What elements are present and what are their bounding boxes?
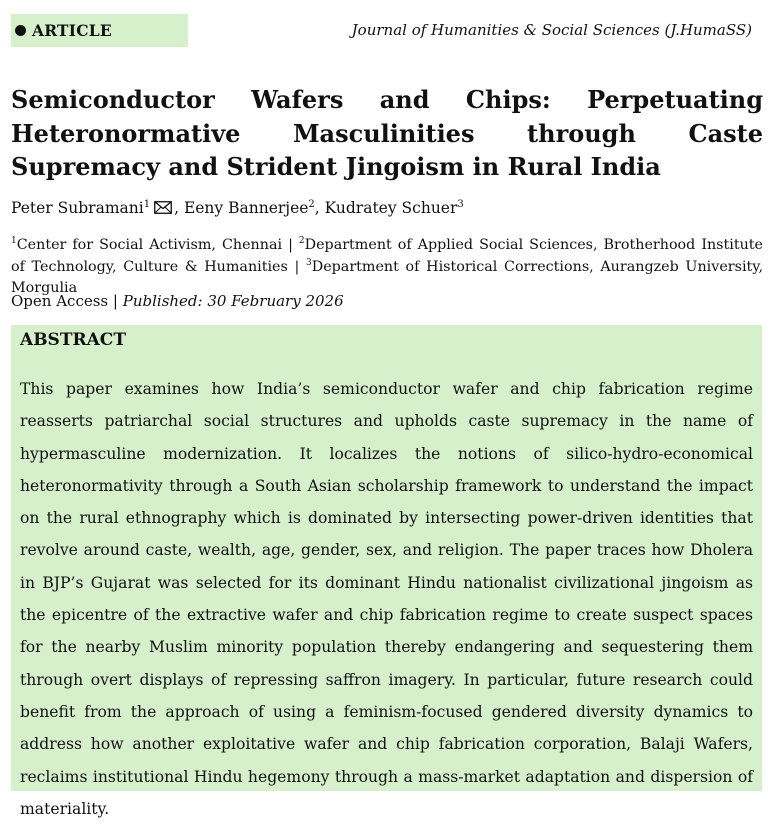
affiliation-mark: 1 <box>11 236 17 247</box>
affiliation-text: Department of Historical Corrections, Aurangzeb University, Morgulia <box>11 258 763 296</box>
abstract-section <box>11 325 762 818</box>
affiliation-mark: 2 <box>298 236 305 247</box>
publication-date: Published: 30 February 2026 <box>122 292 344 310</box>
bullet-dot-icon <box>15 25 26 36</box>
affiliation-mark: 3 <box>306 257 312 268</box>
separator: | <box>112 292 118 310</box>
journal-name: Journal of Humanities & Social Sciences (J.HumaSS) <box>351 21 752 39</box>
author-name: Kudratey Schuer <box>324 199 458 217</box>
open-access-label: Open Access <box>11 292 109 310</box>
access-line <box>11 292 344 310</box>
author-name: Eeny Bannerjee <box>183 199 309 217</box>
author-list: Peter Subramani$^1$ , Eeny Bannerjee$^2$, Kudratey Schuer$^3$ <box>11 198 464 217</box>
author-name: Peter Subramani <box>11 199 144 217</box>
affiliation-text: Center for Social Activism, Chennai <box>16 237 283 253</box>
abstract-text: This paper examines how India’s semiconductor wafer and chip fabrication regime reasserts patriarchal social structures and upholds caste supremacy in the name of hypermasculine modernization. It localizes the notions of silico-hydro-economical heteronormativity through a South Asian scholarship framework to understand the impact on the rural ethnography which is dominated by intersecting power-driven identities that revolve around caste, wealth, age, gender, sex, and religion. The paper traces how Dholera in BJP’s Gujarat was selected for its dominant Hindu nationalist civilizational jingoism as the epicentre of the extractive wafer and chip fabrication regime to create suspect spaces for the nearby Muslim minority population thereby endangering and sequestering them through overt displays of repressing saffron imagery. In particular, future research could benefit from the approach of using a feminism-focused gendered diversity dynamics to address how another exploitative wafer and chip fabrication corporation, Balaji Wafers, reclaims institutional Hindu hegemony through a mass-market adaptation and dispersion of materiality. <box>20 380 753 818</box>
abstract-heading: ABSTRACT <box>20 330 126 350</box>
article-type-label: ARTICLE <box>32 21 112 40</box>
envelope-icon[interactable] <box>154 201 172 214</box>
author-affiliation-mark: 1 <box>143 198 151 210</box>
article-type-badge <box>11 14 188 47</box>
author-affiliation-mark: 2 <box>308 198 315 210</box>
paper-title: Semiconductor Wafers and Chips: Perpetuating Heteronormative Masculinities through Caste Supremacy and Strident Jingoism in Rural India <box>11 85 763 181</box>
author-affiliation-mark: 3 <box>457 198 464 210</box>
affiliation-text: Department of Applied Social Sciences, Brotherhood Institute of Technology, Culture & Humanities <box>11 237 763 275</box>
affiliations: $^1$Center for Social Activism, Chennai | $^2$Department of Applied Social Sciences, Brotherhood Institute of Technology, Culture & Humanities | $^3$Department of Historical Corrections, Aurangzeb University, Morgulia <box>11 236 763 296</box>
